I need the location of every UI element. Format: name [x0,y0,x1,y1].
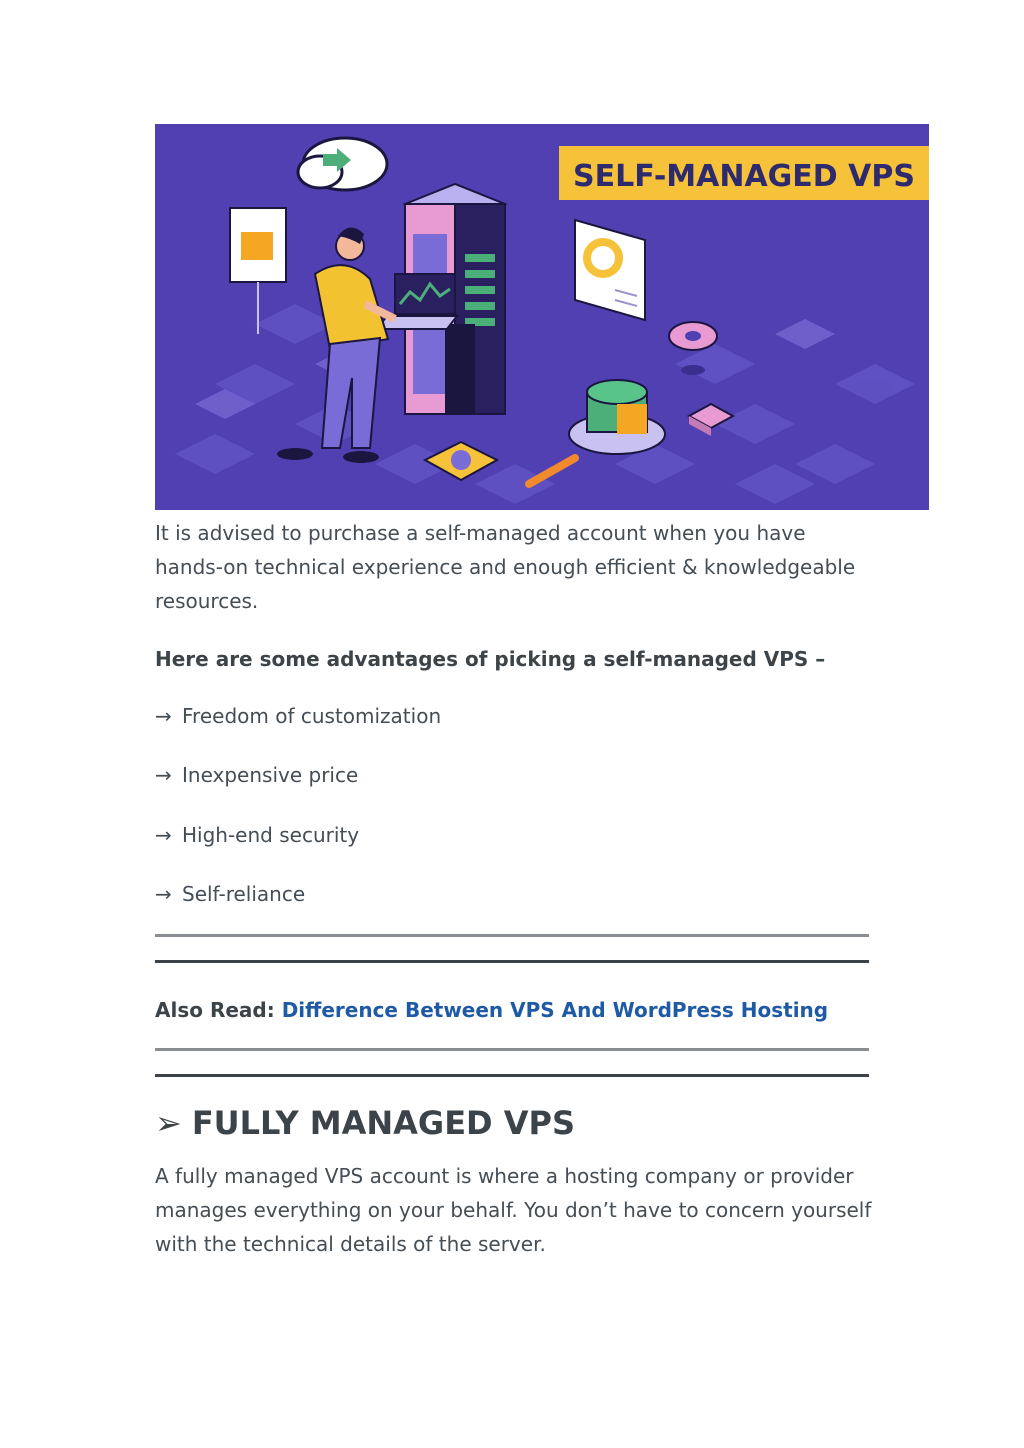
list-item-text: Self-reliance [182,881,306,906]
list-item [155,700,441,759]
also-read-link[interactable]: Difference Between VPS And WordPress Hosting [281,998,829,1022]
hero-illustration [155,124,929,510]
right-arrow-icon: → [155,704,172,728]
fully-managed-paragraph: A fully managed VPS account is where a hosting company or provider manages everything on your behalf. You don’t have to concern yourself with the technical details of the server. [155,1164,872,1256]
divider-top-light [155,934,869,937]
advantages-list [155,700,441,937]
also-read-label: Also Read: [155,998,282,1022]
divider-bottom-dark [155,1074,869,1077]
list-item [155,878,441,937]
divider-top-dark [155,960,869,963]
list-item [155,759,441,818]
hero-illustration-svg [155,124,929,510]
list-item [155,819,441,878]
also-read [155,996,828,1024]
arrowhead-icon: ➢ [155,1104,182,1142]
list-item-text: Inexpensive price [182,763,359,788]
advantages-heading: Here are some advantages of picking a self-managed VPS – [155,647,826,671]
section-heading-text: FULLY MANAGED VPS [191,1104,576,1142]
list-item-text: High-end security [182,822,360,847]
banner-text: SELF-MANAGED VPS [573,159,915,194]
section-heading [155,1102,575,1144]
intro-paragraph: It is advised to purchase a self-managed account when you have hands-on technical experience and enough efficient & knowledgeable resources. [155,521,856,613]
right-arrow-icon: → [155,822,172,847]
list-item-text: Freedom of customization [182,704,442,728]
divider-bottom-light [155,1048,869,1051]
right-arrow-icon: → [155,763,172,788]
right-arrow-icon: → [155,881,172,906]
